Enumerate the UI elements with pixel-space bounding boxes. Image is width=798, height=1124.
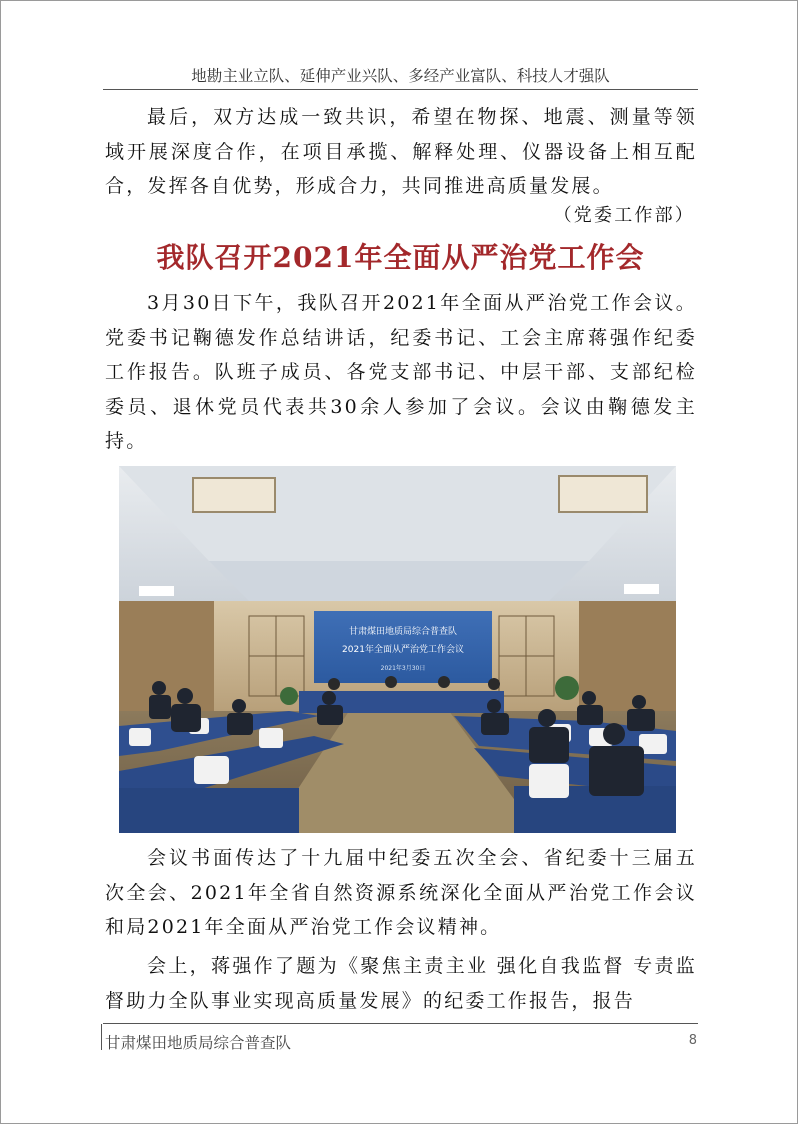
screen-banner-date: 2021年3月30日 [380,665,426,672]
screen-banner-line1: 甘肃煤田地质局综合普查队 [348,627,458,637]
paragraph-document-transmission: 会议书面传达了十九届中纪委五次全会、省纪委十三届五次全会、2021年全省自然资源系统深化全面从严治党工作会议和局2021年全面从严治党工作会议精神。 [105,847,697,938]
screen-banner-line2: 2021年全面从严治党工作会议 [342,645,464,655]
footer-corner-mark [101,1024,102,1050]
page-number: 8 [688,1033,697,1048]
footer-divider [103,1023,698,1024]
paragraph-cooperation: 最后，双方达成一致共识，希望在物探、地震、测量等领域开展深度合作，在项目承揽、解释处理、仪器设备上相互配合，发挥各自优势，形成合力，共同推进高质量发展。 [105,106,697,197]
header-divider [103,89,698,90]
running-header: 地勘主业立队、延伸产业兴队、多经产业富队、科技人才强队 [191,67,610,85]
department-signature: （党委工作部） [553,205,695,226]
paragraph-meeting-intro: 3月30日下午，我队召开2021年全面从严治党工作会议。党委书记鞠德发作总结讲话，纪委书记、工会主席蒋强作纪委工作报告。队班子成员、各党支部书记、中层干部、支部纪检委员、退休党员代表共30余人参加了会议。会议由鞠德发主持。 [105,292,697,452]
meeting-photo [119,466,676,833]
paragraph-report: 会上，蒋强作了题为《聚焦主责主业 强化自我监督 专责监督助力全队事业实现高质量发展》的纪委工作报告，报告 [105,955,697,1012]
article-title: 我队召开2021年全面从严治党工作会 [156,241,645,274]
footer-organization: 甘肃煤田地质局综合普查队 [105,1034,292,1052]
